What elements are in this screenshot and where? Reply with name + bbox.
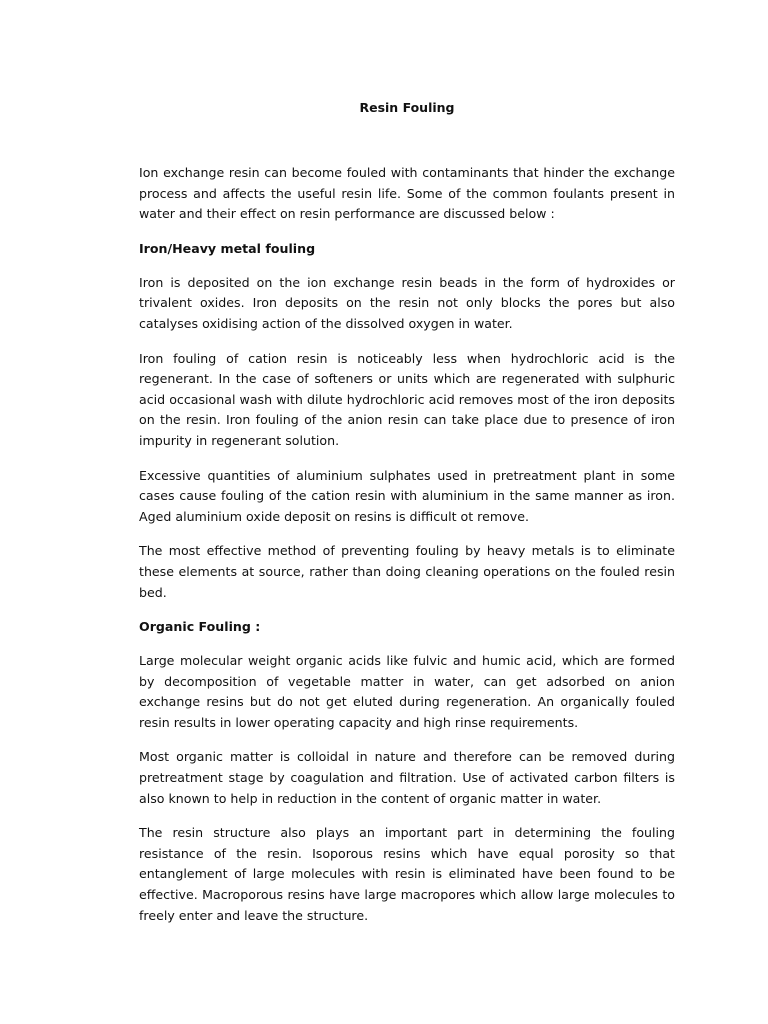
organic-paragraph-3: The resin structure also plays an important part in determining the fouling resistance of the resin. Isoporous resins which have equal porosity so that entanglement of large molecules with resin is eliminated have been found to be effective. Macroporous resins have large macropores which allow large molecules to freely enter and leave the structure.	[139, 825, 675, 923]
iron-paragraph-2: Iron fouling of cation resin is noticeably less when hydrochloric acid is the regenerant. In the case of softeners or units which are regenerated with sulphuric acid occasional wash with dilute hydrochloric acid removes most of the iron deposits on the resin. Iron fouling of the anion resin can take place due to presence of iron impurity in regenerant solution.	[139, 350, 675, 448]
iron-paragraph-1: Iron is deposited on the ion exchange resin beads in the form of hydroxides or trivalent oxides. Iron deposits on the resin not only blocks the pores but also catalyses oxidising action of the dissolved oxygen in water.	[139, 274, 675, 331]
document-title: Resin Fouling	[359, 100, 455, 115]
intro-paragraph: Ion exchange resin can become fouled with contaminants that hinder the exchange process and affects the useful resin life. Some of the common foulants present in water and their effect on resin performance are discussed below :	[139, 165, 675, 222]
organic-paragraph-2: Most organic matter is colloidal in nature and therefore can be removed during pretreatment stage by coagulation and filtration. Use of activated carbon filters is also known to help in reduction in the content of organic matter in water.	[139, 749, 675, 806]
iron-paragraph-4: The most effective method of preventing fouling by heavy metals is to eliminate these elements at source, rather than doing cleaning operations on the fouled resin bed.	[139, 543, 675, 600]
document-page	[139, 98, 675, 940]
organic-paragraph-1: Large molecular weight organic acids like fulvic and humic acid, which are formed by decomposition of vegetable matter in water, can get adsorbed on anion exchange resins but do not get eluted during regeneration. An organically fouled resin results in lower operating capacity and high rinse requirements.	[139, 653, 675, 730]
section-heading-organic: Organic Fouling :	[139, 619, 261, 635]
iron-paragraph-3: Excessive quantities of aluminium sulphates used in pretreatment plant in some cases cause fouling of the cation resin with aluminium in the same manner as iron. Aged aluminium oxide deposit on resins is difficult ot remove.	[139, 467, 675, 524]
section-heading-iron: Iron/Heavy metal fouling	[139, 240, 316, 256]
